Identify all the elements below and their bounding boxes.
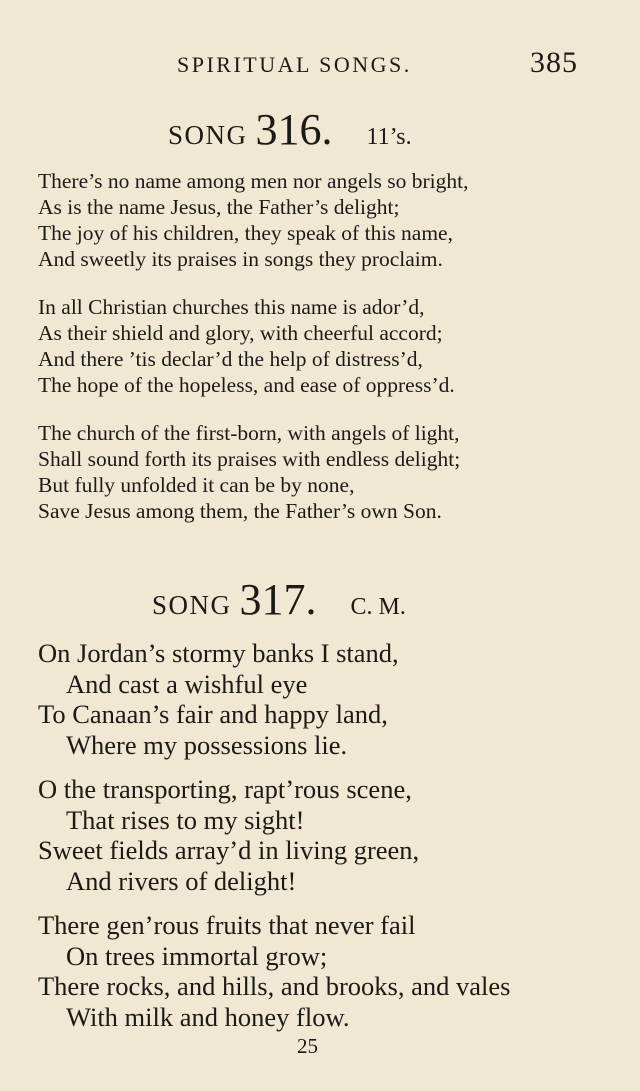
verse-line: In all Christian churches this name is ador’d, <box>38 295 425 319</box>
song-meter: C. M. <box>350 594 406 620</box>
song-316-stanza-1 <box>38 168 469 272</box>
song-label: SONG <box>152 590 232 620</box>
song-317-heading <box>152 574 406 625</box>
verse-line: And sweetly its praises in songs they proclaim. <box>38 247 443 271</box>
verse-line: As their shield and glory, with cheerful accord; <box>38 321 443 345</box>
verse-line: Save Jesus among them, the Father’s own Son. <box>38 499 442 523</box>
verse-line: As is the name Jesus, the Father’s delight; <box>38 195 400 219</box>
page-number: 385 <box>530 46 578 79</box>
verse-line: And cast a wishful eye <box>66 668 308 699</box>
verse-line: There’s no name among men nor angels so bright, <box>38 169 469 193</box>
verse-line: Where my possessions lie. <box>66 729 348 760</box>
running-title: SPIRITUAL SONGS. <box>177 52 412 77</box>
verse-line: The hope of the hopeless, and ease of oppress’d. <box>38 373 455 397</box>
song-316-heading <box>168 104 412 155</box>
song-meter: 11’s. <box>366 124 412 150</box>
verse-line: On Jordan’s stormy banks I stand, <box>38 638 399 668</box>
signature-mark: 25 <box>297 1034 318 1058</box>
song-316-stanza-2 <box>38 294 455 398</box>
verse-line: Shall sound forth its praises with endless delight; <box>38 447 461 471</box>
song-317-stanza-2 <box>38 774 419 896</box>
verse-line: The church of the first-born, with angels of light, <box>38 421 460 445</box>
song-316-stanza-3 <box>38 420 460 524</box>
song-317-stanza-1 <box>38 638 399 760</box>
song-number: 317. <box>239 575 317 624</box>
verse-line: That rises to my sight! <box>66 804 305 835</box>
verse-line: But fully unfolded it can be by none, <box>38 473 355 497</box>
song-label: SONG <box>168 120 248 150</box>
verse-line: Sweet fields array’d in living green, <box>38 835 420 865</box>
verse-line: On trees immortal grow; <box>66 940 328 971</box>
verse-line: The joy of his children, they speak of this name, <box>38 221 453 245</box>
song-317-stanza-3 <box>38 910 510 1032</box>
song-number: 316. <box>255 105 333 154</box>
running-head <box>0 48 640 84</box>
verse-line: And there ’tis declar’d the help of distress’d, <box>38 347 423 371</box>
verse-line: O the transporting, rapt’rous scene, <box>38 774 412 804</box>
verse-line: With milk and honey flow. <box>66 1001 350 1032</box>
verse-line: There rocks, and hills, and brooks, and vales <box>38 971 511 1001</box>
verse-line: To Canaan’s fair and happy land, <box>38 699 388 729</box>
verse-line: There gen’rous fruits that never fail <box>38 910 416 940</box>
verse-line: And rivers of delight! <box>66 865 297 896</box>
